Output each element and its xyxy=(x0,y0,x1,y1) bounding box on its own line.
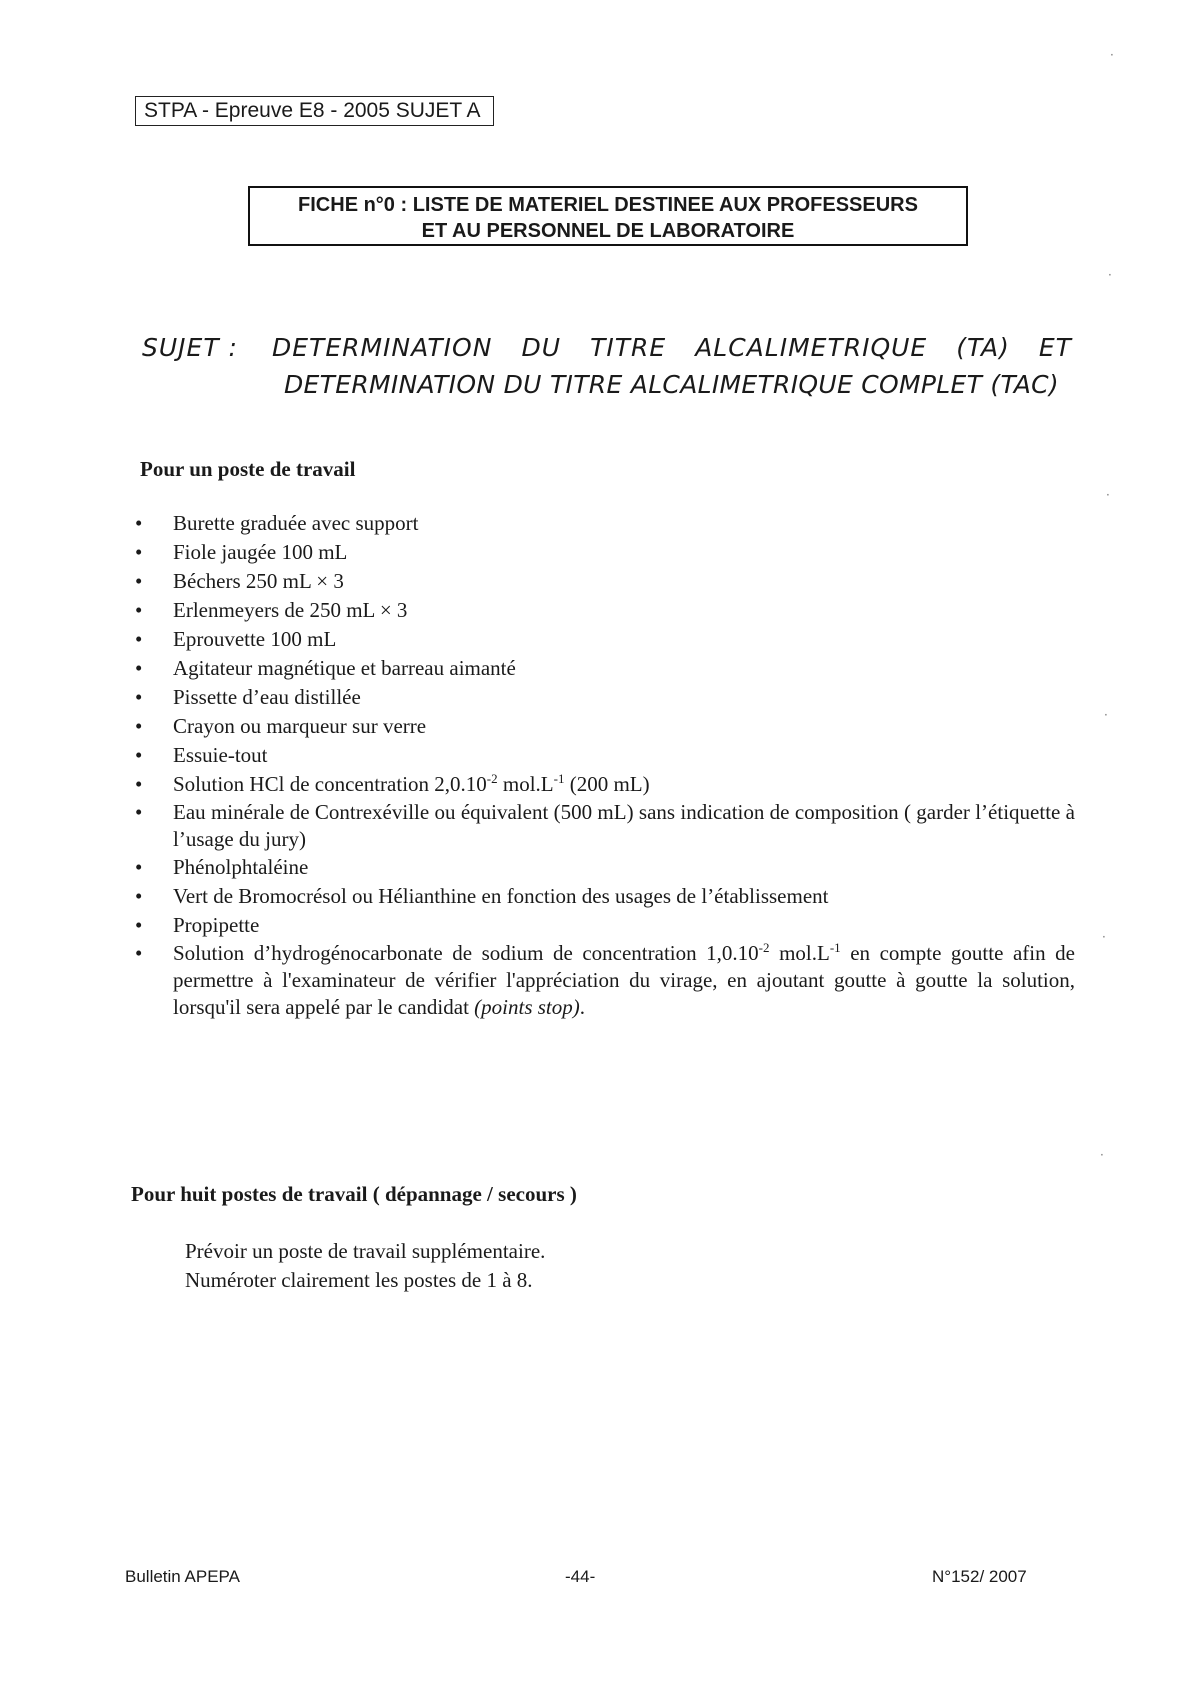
bicarb-text: Solution d’hydrogénocarbonate de sodium de concentration 1,0.10 xyxy=(173,941,759,965)
list-item: • Vert de Bromocrésol ou Hélianthine en fonction des usages de l’établissement xyxy=(135,882,1075,911)
scan-artifact: · xyxy=(1102,930,1106,944)
scan-artifact: · xyxy=(1104,708,1108,722)
list-item: • Béchers 250 mL × 3 xyxy=(135,567,1075,596)
list-item: • Crayon ou marqueur sur verre xyxy=(135,712,1075,741)
sujet-label: SUJET : xyxy=(142,333,238,362)
list-item: • Essuie-tout xyxy=(135,741,1075,770)
sujet-word: ET xyxy=(1038,333,1072,362)
document-header-tag: STPA - Epreuve E8 - 2005 SUJET A xyxy=(135,96,494,126)
scan-artifact: · xyxy=(1100,1148,1104,1162)
fiche-title-line2: ET AU PERSONNEL DE LABORATOIRE xyxy=(421,220,795,242)
section-heading-single-post: Pour un poste de travail xyxy=(140,457,356,481)
hcl-exponent-unit: -1 xyxy=(553,771,565,786)
list-item: • Propipette xyxy=(135,911,1075,940)
materials-list xyxy=(135,509,1075,1021)
footer-page-number: -44- xyxy=(565,1567,596,1586)
footer-issue-number: N°152/ 2007 xyxy=(932,1567,1027,1586)
bicarb-description: en compte goutte afin de permettre à l'examinateur de vérifier l'appréciation du virage, en ajoutant goutte à goutte la solution, lorsqu'il sera appelé par le candidat xyxy=(173,941,1075,1019)
hcl-volume: (200 mL) xyxy=(564,772,650,796)
hcl-text: Solution HCl de concentration 2,0.10 xyxy=(173,772,487,796)
hcl-unit: mol.L xyxy=(497,772,554,796)
sujet-word: (TA) xyxy=(956,333,1010,362)
fiche-title-line1: FICHE n°0 : LISTE DE MATERIEL DESTINEE AUX PROFESSEURS xyxy=(298,194,918,216)
sujet-title-line2: DETERMINATION DU TITRE ALCALIMETRIQUE COMPLET (TAC) xyxy=(284,370,1059,399)
sujet-word: ALCALIMETRIQUE xyxy=(695,333,928,362)
list-item: • Pissette d’eau distillée xyxy=(135,683,1075,712)
list-item: • Eau minérale de Contrexéville ou équivalent (500 mL) sans indication de composition ( garder l’étiquette à l’usage du jury) xyxy=(135,799,1075,853)
sujet-title-line1 xyxy=(272,333,1072,362)
scan-artifact: · xyxy=(1108,268,1112,282)
bicarb-unit: mol.L xyxy=(769,941,830,965)
list-item: • Phénolphtaléine xyxy=(135,853,1075,882)
bicarb-exponent-unit: -1 xyxy=(829,940,841,955)
scan-artifact: · xyxy=(1110,48,1114,62)
list-item-hcl-solution xyxy=(135,770,1075,799)
list-item: • Eprouvette 100 mL xyxy=(135,625,1075,654)
list-item: • Fiole jaugée 100 mL xyxy=(135,538,1075,567)
list-item: • Burette graduée avec support xyxy=(135,509,1075,538)
spare-post-text xyxy=(185,1237,545,1295)
spare-post-line1: Prévoir un poste de travail supplémentaire. xyxy=(185,1239,546,1263)
spare-post-line2: Numéroter clairement les postes de 1 à 8. xyxy=(185,1268,533,1292)
sujet-word: TITRE xyxy=(590,333,667,362)
bicarb-end: . xyxy=(579,995,586,1019)
bicarb-exponent-concentration: -2 xyxy=(758,940,770,955)
footer-publication: Bulletin APEPA xyxy=(125,1567,240,1586)
list-item-bicarbonate-solution xyxy=(135,940,1075,1021)
list-item: • Agitateur magnétique et barreau aimanté xyxy=(135,654,1075,683)
section-heading-eight-posts: Pour huit postes de travail ( dépannage / secours ) xyxy=(131,1182,577,1206)
bicarb-points-stop: (points stop) xyxy=(474,995,580,1019)
list-item: • Erlenmeyers de 250 mL × 3 xyxy=(135,596,1075,625)
fiche-title-box xyxy=(248,186,968,246)
hcl-exponent-concentration: -2 xyxy=(486,771,498,786)
sujet-word: DETERMINATION xyxy=(272,333,493,362)
scan-artifact: · xyxy=(1106,488,1110,502)
sujet-word: DU xyxy=(521,333,562,362)
